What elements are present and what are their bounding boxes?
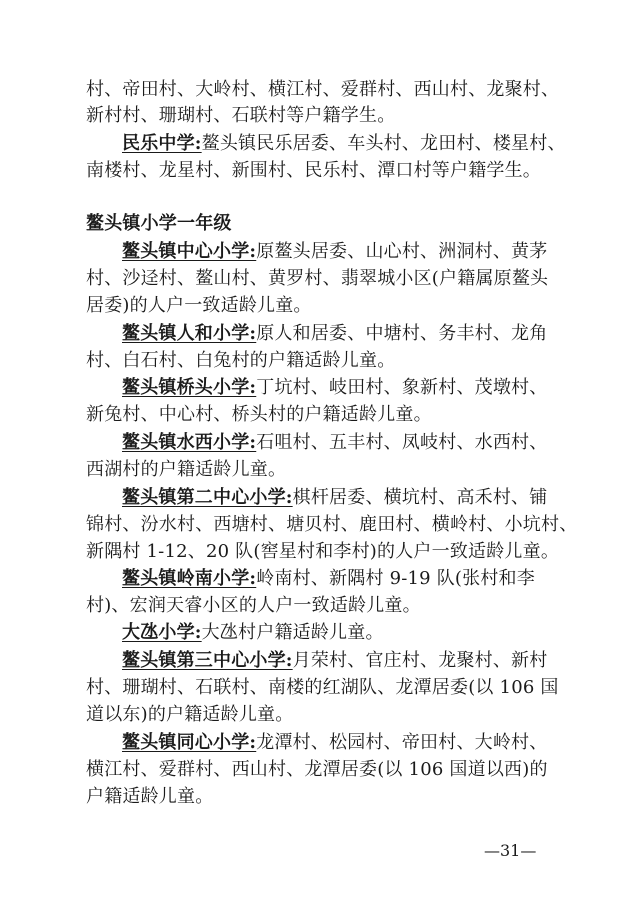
school-entry-minle [122, 134, 592, 154]
school-area-text: 棋杆居委、横坑村、高禾村、铺 [292, 487, 548, 508]
text-line: 横江村、爱群村、西山村、龙潭居委(以 106 国道以西)的 [86, 759, 548, 780]
school-area-text: 龙潭村、松园村、帝田村、大岭村、 [256, 732, 548, 753]
page-number: —31— [484, 841, 537, 860]
text-line: 锦村、汾水村、西塘村、塘贝村、鹿田村、横岭村、小坑村、 [86, 514, 578, 535]
section-heading: 鳌头镇小学一年级 [86, 213, 232, 234]
school-name: 鳌头镇同心小学: [122, 732, 257, 753]
school-name: 大氹小学: [122, 622, 202, 643]
school-area-text: 大氹村户籍适龄儿童。 [201, 622, 384, 643]
school-area-text: 原人和居委、中塘村、务丰村、龙角 [256, 323, 548, 344]
school-name: 鳌头镇岭南小学: [122, 568, 257, 589]
school-entry-shuixi [122, 433, 592, 453]
school-area-text: 鳌头镇民乐居委、车头村、龙田村、楼星村、 [201, 133, 566, 154]
text-line: 西湖村的户籍适龄儿童。 [86, 459, 287, 480]
text-line: 村、沙迳村、鳌山村、黄罗村、翡翠城小区(户籍属原鳌头 [86, 268, 549, 289]
school-entry-qiaotou [122, 378, 592, 398]
school-name: 鳌头镇中心小学: [122, 241, 257, 262]
school-area-text: 石咀村、五丰村、凤岐村、水西村、 [256, 432, 548, 453]
school-name: 民乐中学: [122, 133, 202, 154]
text-line: 村、帝田村、大岭村、横江村、爱群村、西山村、龙聚村、 [86, 79, 560, 100]
school-entry-dier-zhongxin [122, 488, 592, 508]
school-entry-lingnan [122, 569, 592, 589]
school-name: 鳌头镇水西小学: [122, 432, 257, 453]
text-line: 村、白石村、白兔村的户籍适龄儿童。 [86, 350, 396, 371]
text-line: 新村村、珊瑚村、石联村等户籍学生。 [86, 105, 396, 126]
school-area-text: 丁坑村、岐田村、象新村、茂墩村、 [256, 377, 548, 398]
school-area-text: 岭南村、新隅村 9-19 队(张村和李 [256, 568, 535, 589]
school-name: 鳌头镇第二中心小学: [122, 487, 293, 508]
school-entry-zhongxin [122, 242, 592, 262]
school-name: 鳌头镇人和小学: [122, 323, 257, 344]
school-name: 鳌头镇桥头小学: [122, 377, 257, 398]
school-area-text: 月荣村、官庄村、龙聚村、新村 [292, 650, 548, 671]
text-line: 村)、宏润天睿小区的人户一致适龄儿童。 [86, 595, 421, 616]
school-area-text: 原鳌头居委、山心村、洲洞村、黄茅 [256, 241, 548, 262]
school-name: 鳌头镇第三中心小学: [122, 650, 293, 671]
school-entry-disan-zhongxin [122, 651, 592, 671]
text-line: 道以东)的户籍适龄儿童。 [86, 704, 294, 725]
text-line: 居委)的人户一致适龄儿童。 [86, 295, 312, 316]
text-line: 新隅村 1-12、20 队(窖星村和李村)的人户一致适龄儿童。 [86, 541, 560, 562]
text-line: 新兔村、中心村、桥头村的户籍适龄儿童。 [86, 404, 432, 425]
text-line: 南楼村、龙星村、新围村、民乐村、潭口村等户籍学生。 [86, 160, 541, 181]
school-entry-tongxin [122, 733, 592, 753]
text-line: 村、珊瑚村、石联村、南楼的红湖队、龙潭居委(以 106 国 [86, 677, 559, 698]
school-entry-renhe [122, 324, 592, 344]
school-entry-dadang [122, 623, 592, 643]
text-line: 户籍适龄儿童。 [86, 786, 214, 807]
